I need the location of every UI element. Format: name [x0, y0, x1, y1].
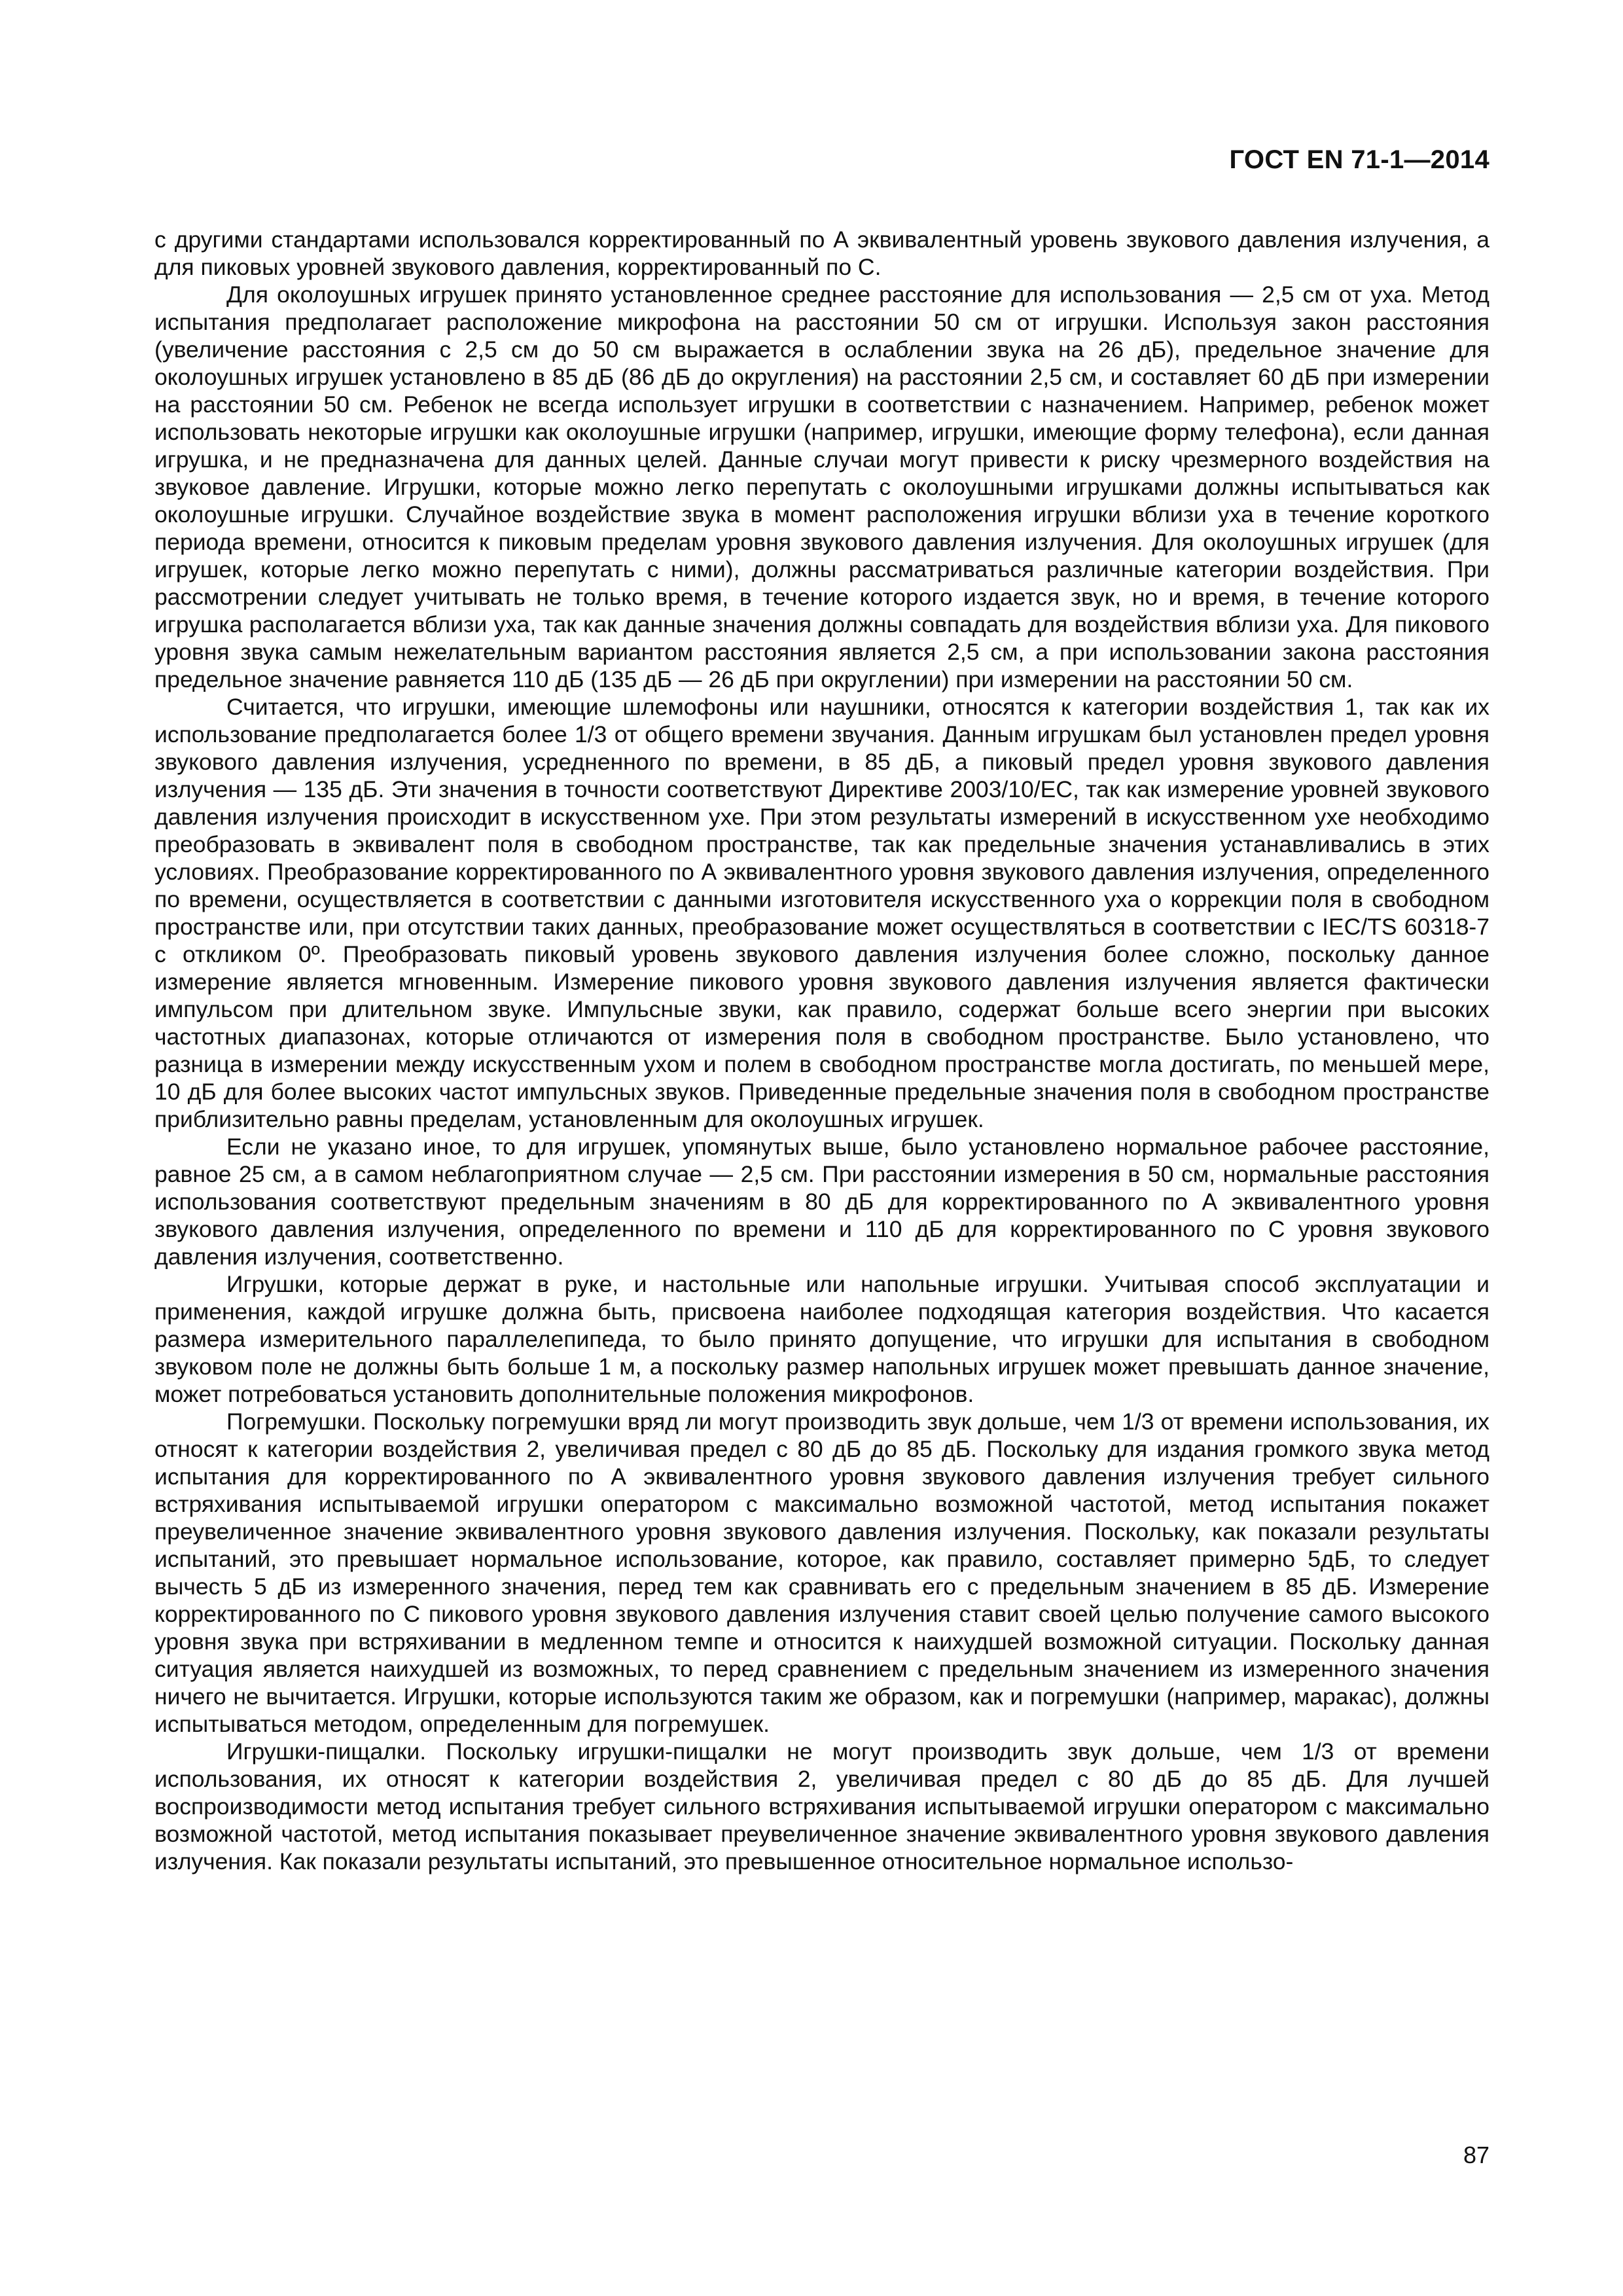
- paragraph: Для околоушных игрушек принято установленное среднее расстояние для использования — 2,5 см от уха. Метод испытания предполагает расположение микрофона на расстоянии 50 см от игрушки. Используя закон расстояния (увеличение расстояния с 2,5 см до 50 см выражается в ослаблении звука на 26 дБ), предельное значение для околоушных игрушек установлено в 85 дБ (86 дБ до округления) на расстоянии 2,5 см, и составляет 60 дБ при измерении на расстоянии 50 см. Ребенок не всегда использует игрушки в соответствии с назначением. Например, ребенок может использовать некоторые игрушки как околоушные игрушки (например, игрушки, имеющие форму телефона), если данная игрушка, и не предназначена для данных целей. Данные случаи могут привести к риску чрезмерного воздействия на звуковое давление. Игрушки, которые можно легко перепутать с околоушными игрушками должны испытываться как околоушные игрушки. Случайное воздействие звука в момент расположения игрушки вблизи уха в течение короткого периода времени, относится к пиковым пределам уровня звукового давления излучения. Для околоушных игрушек (для игрушек, которые легко можно перепутать с ними), должны рассматриваться различные категории воздействия. При рассмотрении следует учитывать не только время, в течение которого издается звук, но и время, в течение которого игрушка располагается вблизи уха, так как данные значения должны совпадать для воздействия вблизи уха. Для пикового уровня звука самым нежелательным вариантом расстояния является 2,5 см, а при использовании закона расстояния предельное значение равняется 110 дБ (135 дБ — 26 дБ при округлении) при измерении на расстоянии 50 см.: [154, 281, 1489, 692]
- document-body: [154, 226, 1489, 1875]
- paragraph: Игрушки-пищалки. Поскольку игрушки-пищалки не могут производить звук дольше, чем 1/3 от времени использования, их относят к категории воздействия 2, увеличивая предел с 80 дБ до 85 дБ. Для лучшей воспроизводимости метод испытания требует сильного встряхивания испытываемой игрушки оператором с максимально возможной частотой, метод испытания показывает преувеличенное значение эквивалентного уровня звукового давления излучения. Как показали результаты испытаний, это превышенное относительное нормальное использо-: [154, 1738, 1489, 1874]
- paragraph: Считается, что игрушки, имеющие шлемофоны или наушники, относятся к категории воздействия 1, так как их использование предполагается более 1/3 от общего времени звучания. Данным игрушкам был установлен предел уровня звукового давления излучения, усредненного по времени, в 85 дБ, а пиковый предел уровня звукового давления излучения — 135 дБ. Эти значения в точности соответствуют Директиве 2003/10/ЕС, так как измерение уровней звукового давления излучения происходит в искусственном ухе. При этом результаты измерений в искусственном ухе необходимо преобразовать в эквивалент поля в свободном пространстве, так как предельные значения устанавливались в этих условиях. Преобразование корректированного по А эквивалентного уровня звукового давления излучения, определенного по времени, осуществляется в соответствии с данными изготовителя искусственного уха о коррекции поля в свободном пространстве или, при отсутствии таких данных, преобразование может осуществляться в соответствии с IEC/TS 60318-7 с откликом 0º. Преобразовать пиковый уровень звукового давления излучения более сложно, поскольку данное измерение является мгновенным. Измерение пикового уровня звукового давления излучения является фактически импульсом при длительном звуке. Импульсные звуки, как правило, содержат больше всего энергии при высоких частотных диапазонах, которые отличаются от измерения поля в свободном пространстве. Было установлено, что разница в измерении между искусственным ухом и полем в свободном пространстве могла достигать, по меньшей мере, 10 дБ для более высоких частот импульсных звуков. Приведенные предельные значения поля в свободном пространстве приблизительно равны пределам, установленным для околоушных игрушек.: [154, 694, 1489, 1132]
- paragraph: Игрушки, которые держат в руке, и настольные или напольные игрушки. Учитывая способ эксплуатации и применения, каждой игрушке должна быть, присвоена наиболее подходящая категория воздействия. Что касается размера измерительного параллелепипеда, то было принято допущение, что игрушки для испытания в свободном звуковом поле не должны быть больше 1 м, а поскольку размер напольных игрушек может превышать данное значение, может потребоваться установить дополнительные положения микрофонов.: [154, 1271, 1489, 1407]
- paragraph: Если не указано иное, то для игрушек, упомянутых выше, было установлено нормальное рабочее расстояние, равное 25 см, а в самом неблагоприятном случае — 2,5 см. При расстоянии измерения в 50 см, нормальные расстояния использования соответствуют предельным значениям в 80 дБ для корректированного по А эквивалентного уровня звукового давления излучения, определенного по времени и 110 дБ для корректированного по С уровня звукового давления излучения, соответственно.: [154, 1134, 1489, 1270]
- page-number: 87: [1463, 2142, 1489, 2168]
- paragraph: с другими стандартами использовался корректированный по А эквивалентный уровень звукового давления излучения, а для пиковых уровней звукового давления, корректированный по С.: [154, 226, 1489, 280]
- document-header: ГОСТ EN 71-1—2014: [1229, 145, 1489, 174]
- paragraph: Погремушки. Поскольку погремушки вряд ли могут производить звук дольше, чем 1/3 от времени использования, их относят к категории воздействия 2, увеличивая предел с 80 дБ до 85 дБ. Поскольку для издания громкого звука метод испытания для корректированного по А эквивалентного уровня звукового давления излучения требует сильного встряхивания испытываемой игрушки оператором с максимально возможной частотой, метод испытания покажет преувеличенное значение эквивалентного уровня звукового давления излучения. Поскольку, как показали результаты испытаний, это превышает нормальное использование, которое, как правило, составляет примерно 5дБ, то следует вычесть 5 дБ из измеренного значения, перед тем как сравнивать его с предельным значением в 85 дБ. Измерение корректированного по С пикового уровня звукового давления излучения ставит своей целью получение самого высокого уровня звука при встряхивании в медленном темпе и относится к наихудшей возможной ситуации. Поскольку данная ситуация является наихудшей из возможных, то перед сравнением с предельным значением из измеренного значения ничего не вычитается. Игрушки, которые используются таким же образом, как и погремушки (например, маракас), должны испытываться методом, определенным для погремушек.: [154, 1408, 1489, 1737]
